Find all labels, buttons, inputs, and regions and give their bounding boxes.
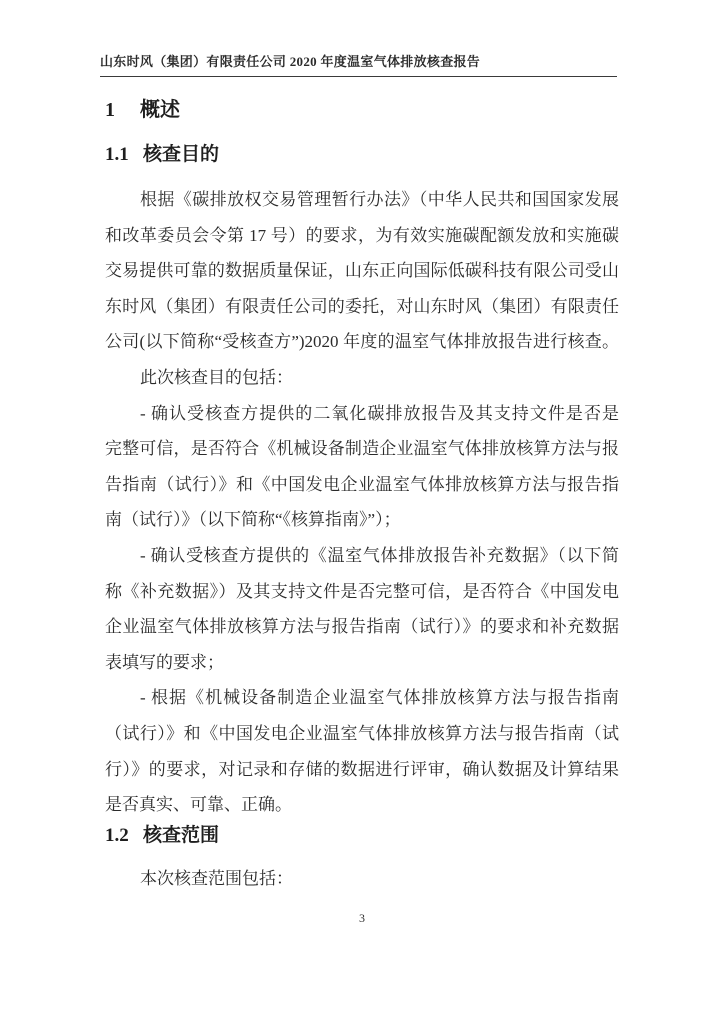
page-header: 山东时风（集团）有限责任公司 2020 年度温室气体排放核查报告 xyxy=(100,51,617,77)
section-title: 核查范围 xyxy=(143,824,220,846)
body-line: - 根据《机械设备制造企业温室气体排放核算方法与报告指南 xyxy=(140,688,619,708)
body-line: 完整可信，是否符合《机械设备制造企业温室气体排放核算方法与报 xyxy=(105,439,619,459)
section-number: 1 xyxy=(105,99,115,121)
section-title: 概述 xyxy=(140,99,180,121)
body-line: 称《补充数据》）及其支持文件是否完整可信，是否符合《中国发电 xyxy=(105,581,619,601)
body-line: 根据《碳排放权交易管理暂行办法》（中华人民共和国国家发展 xyxy=(140,190,619,209)
body-line: 表填写的要求； xyxy=(105,652,224,672)
body-line: 东时风（集团）有限责任公司的委托，对山东时风（集团）有限责任 xyxy=(105,296,619,316)
section-heading-scope xyxy=(105,823,619,849)
body-line: 和改革委员会令第 17 号）的要求，为有效实施碳配额发放和实施碳 xyxy=(105,225,619,245)
body-line: 企业温室气体排放核算方法与报告指南（试行）》的要求和补充数据 xyxy=(105,617,619,637)
body-line: 南（试行）》（以下简称“《核算指南》”）； xyxy=(105,510,401,530)
body-line: - 确认受核查方提供的二氧化碳排放报告及其支持文件是否是 xyxy=(140,403,619,423)
section-number: 1.2 xyxy=(105,824,129,846)
body-line: - 确认受核查方提供的《温室气体排放报告补充数据》（以下简 xyxy=(140,545,619,565)
section-title: 核查目的 xyxy=(143,144,220,165)
scope-intro-line: 本次核查范围包括： xyxy=(140,868,293,888)
section-heading-purpose xyxy=(105,142,619,168)
body-line: 公司(以下简称“受核查方”)2020 年度的温室气体排放报告进行核查。 xyxy=(105,332,619,352)
section-number: 1.1 xyxy=(105,144,129,165)
body-line: 是否真实、可靠、正确。 xyxy=(105,795,292,815)
body-line: 告指南（试行）》和《中国发电企业温室气体排放核算方法与报告指 xyxy=(105,474,619,494)
body-line: 交易提供可靠的数据质量保证，山东正向国际低碳科技有限公司受山 xyxy=(105,261,619,281)
page-content xyxy=(105,96,619,896)
section-heading-overview xyxy=(105,96,619,124)
body-line: （试行）》和《中国发电企业温室气体排放核算方法与报告指南（试 xyxy=(105,723,619,743)
body-line: 此次核查目的包括： xyxy=(140,367,293,387)
body-lines xyxy=(105,182,619,823)
page-number: 3 xyxy=(359,911,365,925)
body-line: 行）》的要求，对记录和存储的数据进行评审，确认数据及计算结果 xyxy=(105,759,619,779)
